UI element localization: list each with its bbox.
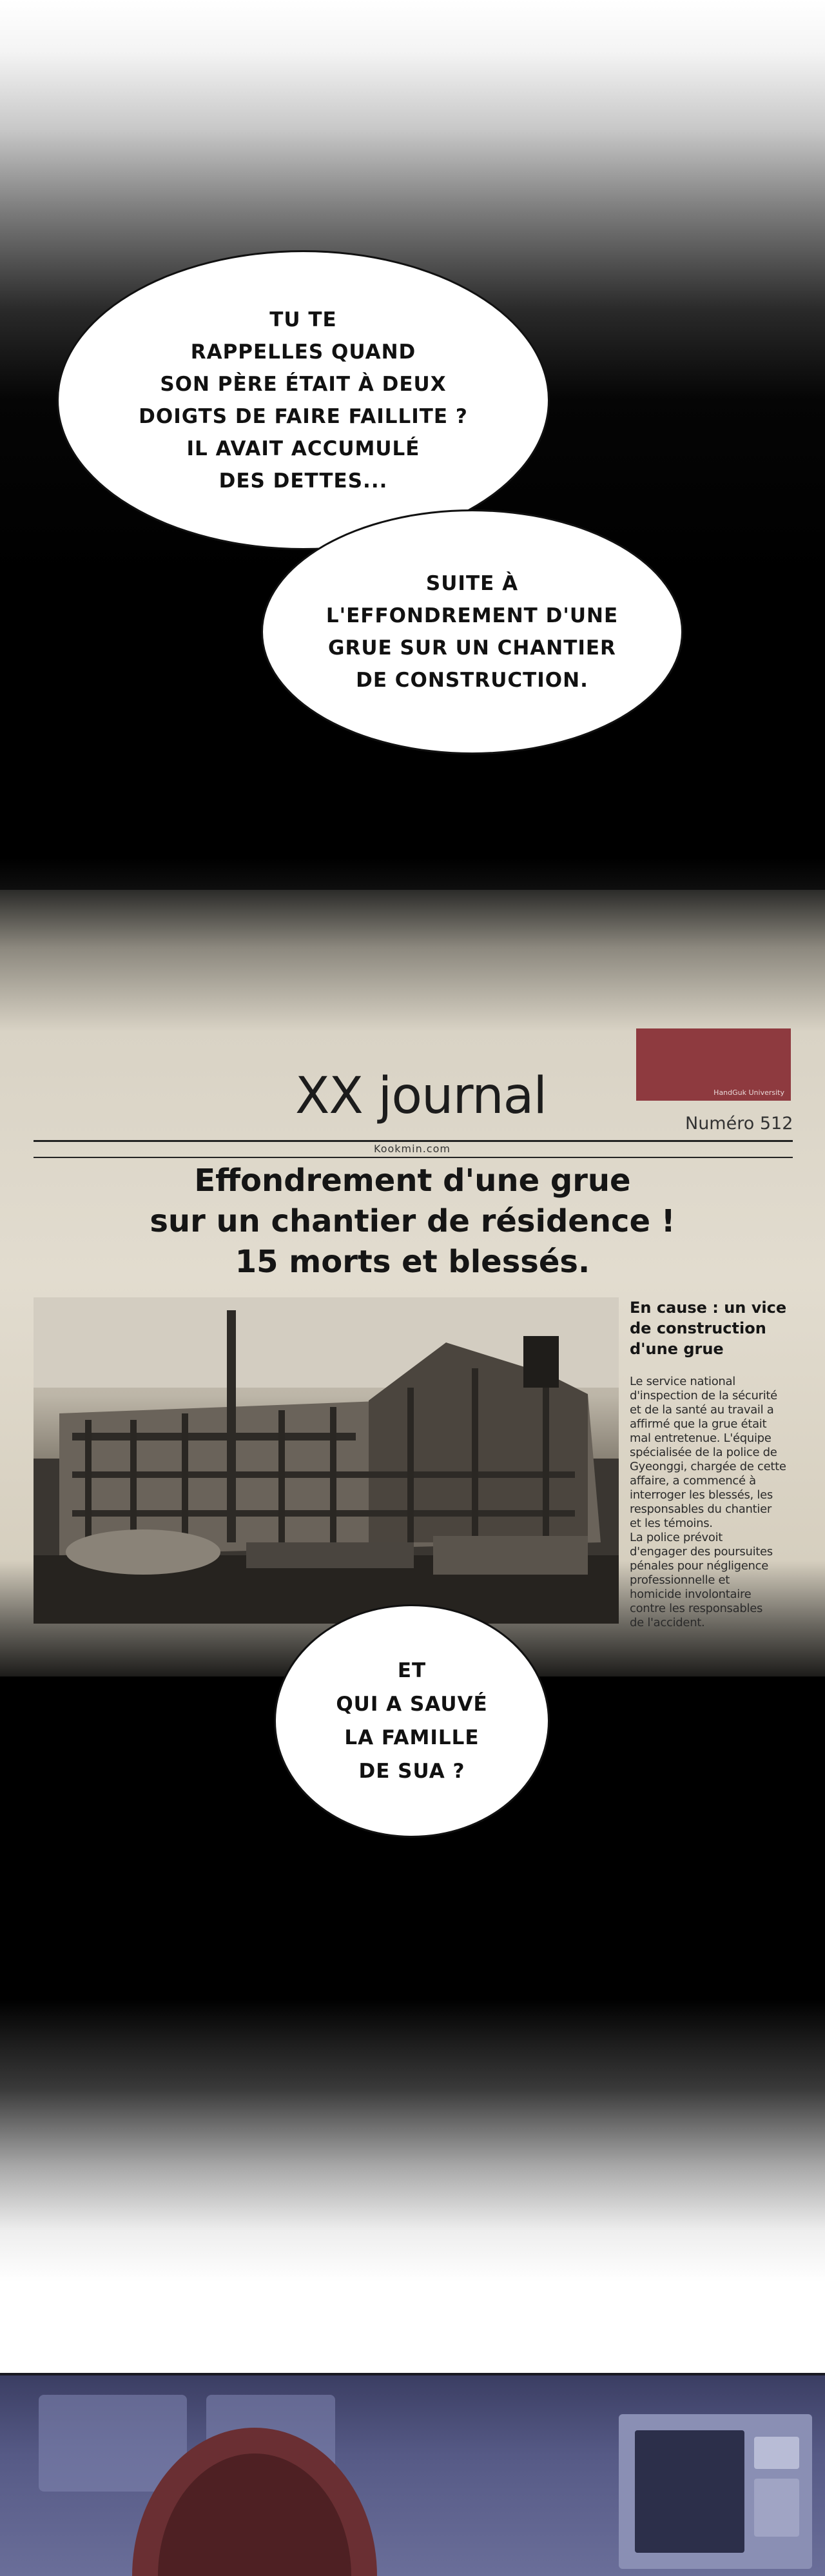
speech-bubble-2-text: SUITE À L'EFFONDREMENT D'UNE GRUE SUR UN CHANTIER DE CONSTRUCTION. [325,572,619,692]
construction-site-photo [34,1297,619,1624]
kitchen-scene-panel [0,2373,825,2576]
side-article-title: En cause : un vice de construction d'une grue [630,1299,787,1358]
masthead-rule-bottom [34,1157,793,1158]
issue-number: Numéro 512 [685,1114,793,1134]
speech-bubble-1-text: TU TE RAPPELLES QUAND SON PÈRE ÉTAIT À DEUX DOIGTS DE FAIRE FAILLITE ? IL AVAIT ACCUMULÉ DES DETTES... [139,308,468,493]
kitchen-scene-illustration [0,2375,825,2576]
masthead-rule-top [34,1140,793,1142]
speech-bubble-2 [261,509,683,754]
speech-bubble-3 [274,1604,550,1838]
side-article-body: Le service national d'inspection de la sécurité et de la santé au travail a affirmé que la grue était mal entretenue. L'équipe spécialisée de la police de Gyeonggi, chargée de cette affaire, a commencé à interroger les blessés, les responsables du chantier et les témoins. La police prévoit d'engager des poursuites pénales pour négligence professionnelle et homicide involontaire contre les responsables de l'accident. [630,1375,786,1629]
newspaper-website: Kookmin.com [374,1143,451,1155]
newspaper-headline: Effondrement d'une grue sur un chantier de résidence ! 15 morts et blessés. [150,1163,675,1280]
newspaper-masthead: XX journal [295,1067,547,1125]
red-stamp-logo [636,1028,791,1101]
speech-bubble-3-text: ET QUI A SAUVÉ LA FAMILLE DE SUA ? [336,1659,488,1783]
speech-bubble-1 [57,250,550,550]
construction-site-illustration [34,1297,619,1624]
stamp-text: HandGuk University [713,1088,784,1097]
